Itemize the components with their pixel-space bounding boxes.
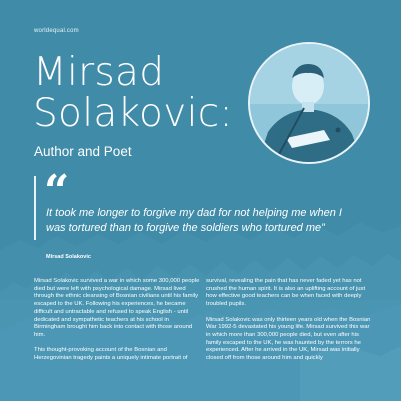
body-paragraph: Mirsad Solakovic survived a war in which some 300,000 people died but were left with psychological damage. Mirsad lived through the ethnic cleansing of Bosnian civilians until his family escaped to the UK. Following his experiences, he became difficult and untractable and refused to speak English - until dedicated and sympathetic teachers at his school in Birmingham brought him back into contact with those around him. [34,278,200,338]
portrait-photo [248,42,370,164]
body-column-left [34,278,200,370]
quote-rule [34,176,36,240]
body-paragraph: survival, revealing the pain that has never faded yet has not crushed the human spirit. It is also an uplifting account of just how effective good teachers can be when faced with deeply troubled pupils. [206,278,366,308]
quote-mark-icon: “ [44,166,70,217]
body-column-right [206,278,372,370]
body-paragraph: Mirsad Solakovic was only thirteen years old when the Bosnian War 1992-5 devastated his young life. Mirsad survived this war in which more than 300,000 people died, but even after his family escaped to the UK, he was haunted by the terrors he experienced. After he arrived in the UK, Mirsad was initially closed off from those around him and quickly [206,316,371,362]
title-line-2: Solakovic: [33,91,233,136]
page-title [33,52,233,134]
subtitle: Author and Poet [34,144,132,159]
body-paragraph: This thought-provoking account of the Bosnian and Herzegovinian tragedy paints a uniquely intimate portrait of [34,347,188,362]
site-url: worldequal.com [34,28,79,34]
pull-quote: It took me longer to forgive my dad for not helping me when I was tortured than to forgive the soldiers who tortured me” [46,207,342,234]
quote-author: Mirsad Solakovic [46,254,91,260]
title-line-1: Mirsad [33,50,165,95]
